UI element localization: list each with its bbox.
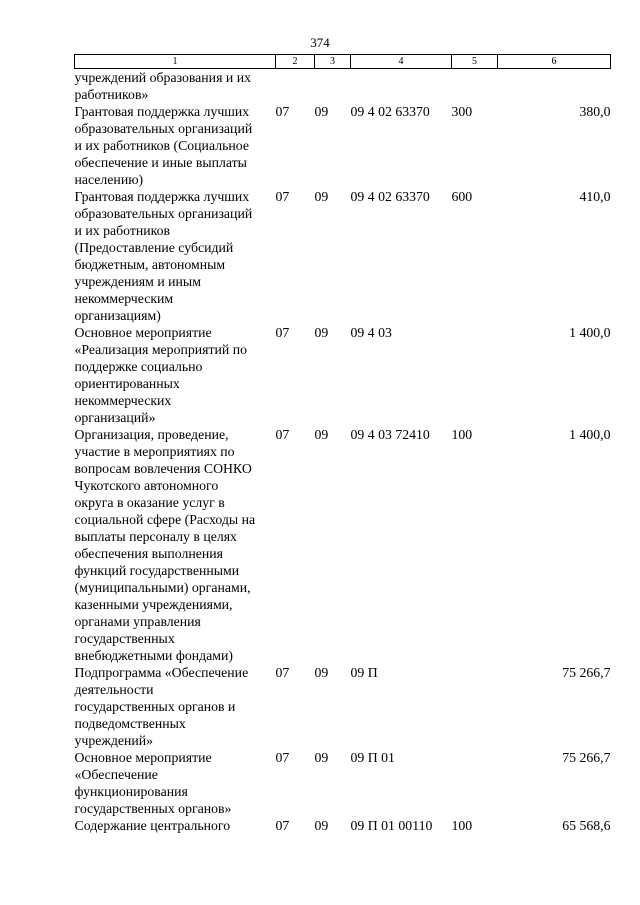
row-name: Основное мероприятие «Обеспечение функционирования государственных органов»	[74, 750, 232, 816]
row-name: Грантовая поддержка лучших образовательных организаций и их работников (Предоставление субсидий бюджетным, автономным учреждениям и иным некоммерческим организациям)	[74, 189, 253, 323]
row-subsection-code: 09	[314, 325, 329, 340]
row-target-code: 09 4 03	[350, 325, 392, 340]
column-header-3: 3	[315, 55, 351, 69]
row-target-code: 09 П 01	[350, 750, 395, 765]
row-section-code: 07	[275, 189, 290, 204]
row-target-code: 09 4 03 72410	[350, 427, 430, 442]
row-amount: 65 568,6	[562, 818, 611, 833]
row-amount	[498, 69, 611, 104]
row-expense-type	[452, 69, 498, 104]
row-amount: 1 400,0	[569, 325, 611, 340]
row-subsection-code: 09	[314, 665, 329, 680]
row-expense-type: 100	[451, 818, 473, 833]
column-header-1: 1	[75, 55, 276, 69]
table-row	[75, 749, 611, 817]
column-header-2: 2	[276, 55, 315, 69]
column-header-4: 4	[351, 55, 452, 69]
row-section-code: 07	[275, 325, 290, 340]
row-target-code: 09 П 01 00110	[350, 818, 433, 833]
table-row	[75, 324, 611, 426]
table-row	[75, 188, 611, 324]
row-target-code	[351, 69, 452, 104]
row-subsection-code: 09	[314, 818, 329, 833]
page-number: 374	[310, 35, 330, 50]
row-name: Подпрограмма «Обеспечение деятельности государственных органов и подведомственных учреждений»	[74, 665, 249, 748]
table-row	[75, 103, 611, 188]
table-row	[75, 426, 611, 664]
row-section-code: 07	[275, 665, 290, 680]
row-expense-type	[452, 324, 498, 426]
row-subsection-code: 09	[314, 104, 329, 119]
row-subsection-code	[315, 69, 351, 104]
row-amount: 380,0	[579, 104, 611, 119]
row-expense-type	[452, 749, 498, 817]
budget-table	[74, 54, 611, 834]
row-subsection-code: 09	[314, 189, 329, 204]
row-name: Грантовая поддержка лучших образовательных организаций и их работников (Социальное обеспечение и иные выплаты населению)	[74, 104, 253, 187]
table-row	[75, 69, 611, 104]
row-section-code: 07	[275, 818, 290, 833]
row-expense-type: 100	[451, 427, 473, 442]
row-target-code: 09 4 02 63370	[350, 189, 430, 204]
row-amount: 75 266,7	[562, 665, 611, 680]
row-target-code: 09 4 02 63370	[350, 104, 430, 119]
table-row	[75, 817, 611, 834]
row-expense-type: 300	[451, 104, 473, 119]
row-name: Организация, проведение, участие в мероприятиях по вопросам вовлечения СОНКО Чукотского автономного округа в оказание услуг в социальной сфере (Расходы на выплаты персоналу в целях обеспечения выполнения функций государственными (муниципальными) органами, казенными учреждениями, органами управления государственных внебюджетными фондами)	[74, 427, 256, 663]
row-expense-type: 600	[451, 189, 473, 204]
table-header-row	[75, 55, 611, 69]
column-header-6: 6	[498, 55, 611, 69]
row-name: Основное мероприятие «Реализация мероприятий по поддержке социально ориентированных некоммерческих организаций»	[74, 325, 248, 425]
row-name: учреждений образования и их работников»	[74, 70, 251, 102]
row-section-code	[276, 69, 315, 104]
column-header-5: 5	[452, 55, 498, 69]
row-section-code: 07	[275, 104, 290, 119]
row-subsection-code: 09	[314, 750, 329, 765]
row-amount: 410,0	[579, 189, 611, 204]
row-section-code: 07	[275, 427, 290, 442]
row-amount: 75 266,7	[562, 750, 611, 765]
row-section-code: 07	[275, 750, 290, 765]
row-amount: 1 400,0	[569, 427, 611, 442]
row-subsection-code: 09	[314, 427, 329, 442]
table-row	[75, 664, 611, 749]
row-target-code: 09 П	[350, 665, 378, 680]
row-expense-type	[452, 664, 498, 749]
row-name: Содержание центрального	[74, 818, 231, 833]
